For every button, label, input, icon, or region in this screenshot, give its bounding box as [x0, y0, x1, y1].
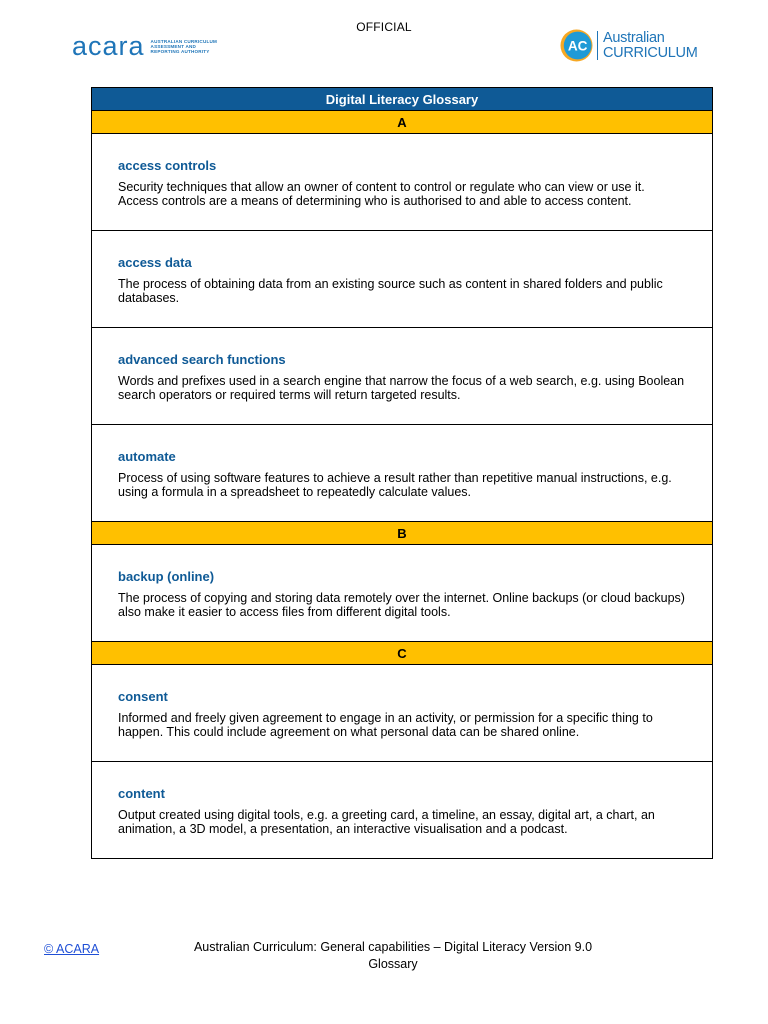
- section-letter-a: A: [92, 111, 713, 134]
- glossary-term: content: [118, 786, 165, 801]
- ac-logo-line1: Australian: [603, 30, 665, 46]
- footer-title-line2: Glossary: [368, 957, 418, 971]
- glossary-entry: [92, 231, 713, 328]
- glossary-entry: [92, 545, 713, 642]
- copyright-link[interactable]: © ACARA: [44, 942, 100, 956]
- glossary-term: advanced search functions: [118, 352, 286, 367]
- acara-logo-word: acara: [72, 31, 145, 61]
- section-letter-b: B: [92, 522, 713, 545]
- glossary-definition: Output created using digital tools, e.g. a greeting card, a timeline, an essay, digital art, a chart, an animation, a 3D model, a presentation, an interactive visualisation and a podcast.: [118, 808, 655, 836]
- ac-logo-line2: CURRICULUM: [603, 44, 698, 61]
- glossary-definition: Process of using software features to achieve a result rather than repetitive manual instructions, e.g. using a formula in a spreadsheet to repeatedly calculate values.: [118, 471, 672, 499]
- acara-logo: [72, 33, 225, 60]
- glossary-entry: [92, 425, 713, 522]
- glossary-definition: The process of copying and storing data remotely over the internet. Online backups (or cloud backups) also make it easier to access files from different digital tools.: [118, 591, 685, 619]
- australian-curriculum-logo: [560, 29, 697, 62]
- footer-document-title: [178, 939, 608, 973]
- ac-monogram-icon: [560, 29, 593, 62]
- glossary-term: backup (online): [118, 569, 215, 584]
- glossary-term: consent: [118, 689, 168, 704]
- glossary-definition: Informed and freely given agreement to engage in an activity, or permission for a specific thing to happen. This could include agreement on what personal data can be shared online.: [118, 711, 653, 739]
- classification-label: OFFICIAL: [356, 20, 412, 34]
- footer-title-line1: Australian Curriculum: General capabilities – Digital Literacy Version 9.0: [193, 940, 593, 954]
- glossary-table: [91, 87, 713, 859]
- glossary-definition: Security techniques that allow an owner of content to control or regulate who can view or use it. Access controls are a means of determining who is authorised to and able to access content.: [118, 180, 645, 208]
- ac-logo-text: [597, 31, 697, 60]
- glossary-term: access data: [118, 255, 192, 270]
- glossary-term: access controls: [118, 158, 217, 173]
- acara-logo-tagline: AUSTRALIAN CURRICULUM ASSESSMENT AND REPORTING AUTHORITY: [150, 38, 218, 55]
- ac-monogram-text: AC: [567, 38, 588, 54]
- glossary-entry: [92, 328, 713, 425]
- glossary-term: automate: [118, 449, 176, 464]
- section-letter-c: C: [92, 642, 713, 665]
- glossary-definition: Words and prefixes used in a search engine that narrow the focus of a web search, e.g. using Boolean search operators or required terms will return targeted results.: [118, 374, 685, 402]
- glossary-entry: [92, 665, 713, 762]
- glossary-entry: [92, 762, 713, 859]
- glossary-definition: The process of obtaining data from an existing source such as content in shared folders and public databases.: [118, 277, 663, 305]
- glossary-title: Digital Literacy Glossary: [92, 88, 713, 111]
- glossary-entry: [92, 134, 713, 231]
